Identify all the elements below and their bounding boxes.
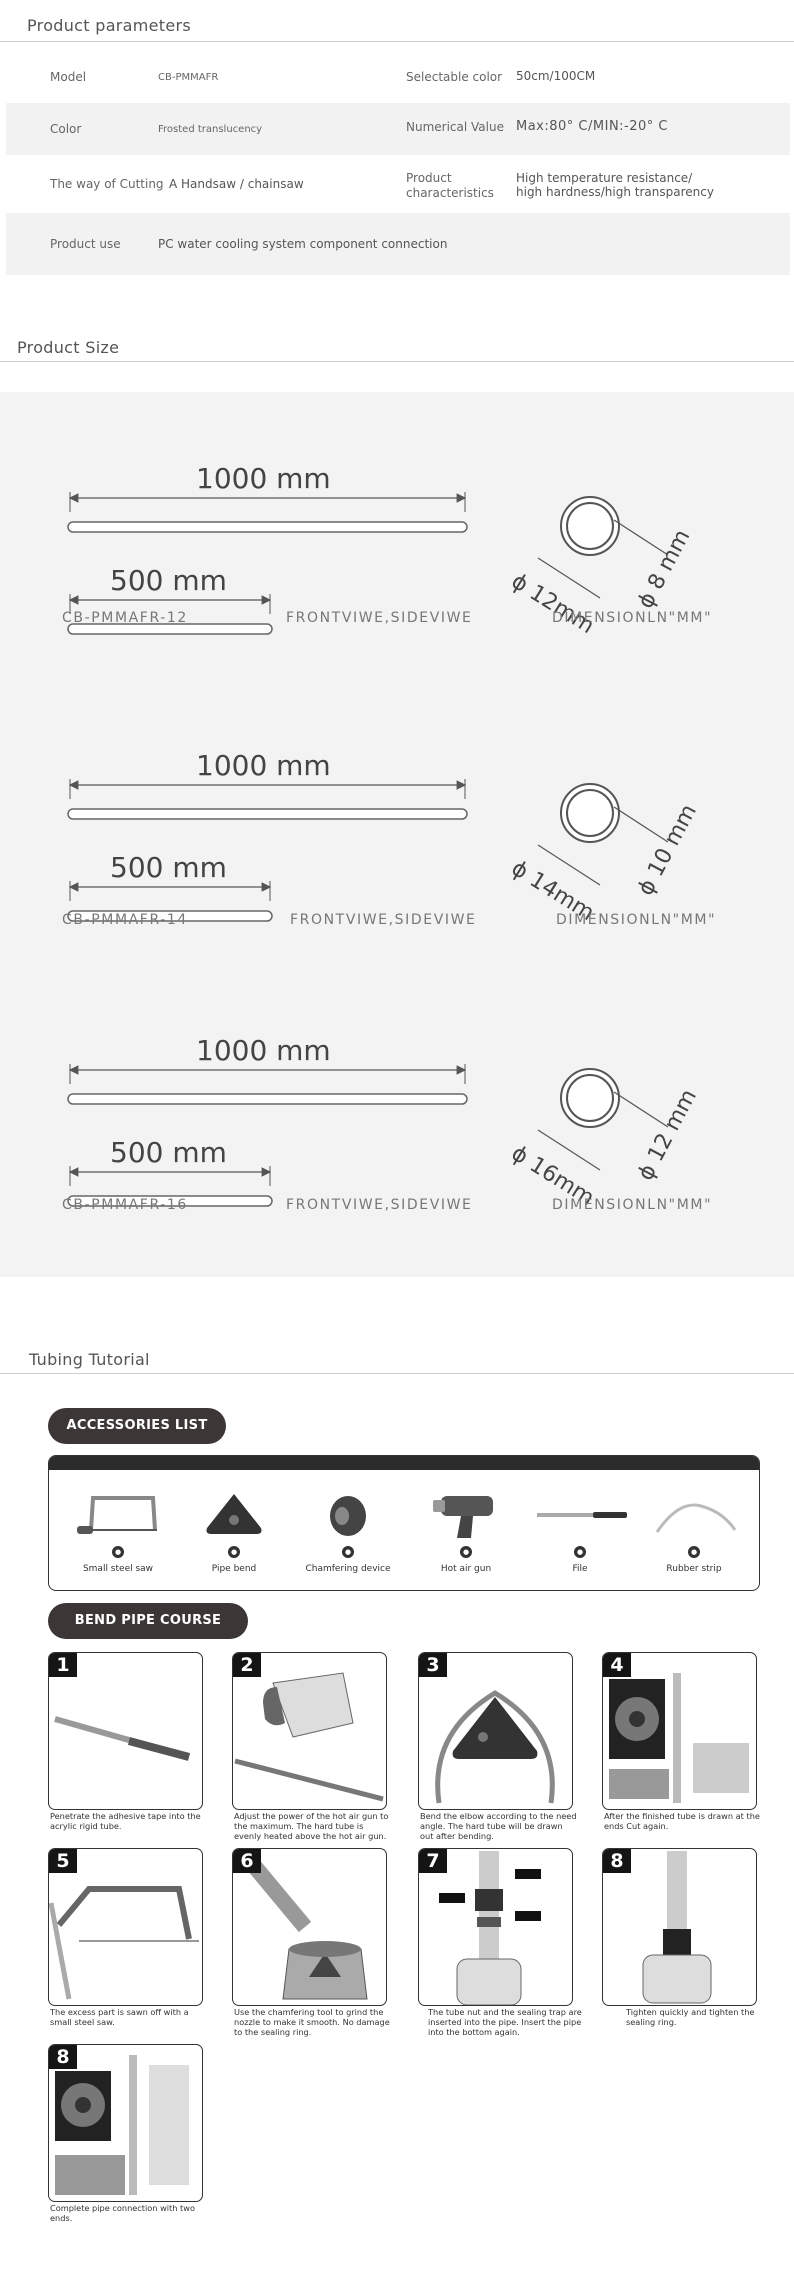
outer-diameter-label: ϕ 16mm — [506, 1140, 599, 1212]
pipe-bend-icon — [179, 1486, 289, 1542]
step-caption: Tighten quickly and tighten the sealing ring. — [626, 2007, 755, 2027]
param-row-cutting — [6, 156, 790, 212]
param-row-color — [6, 103, 790, 155]
param-value: 50cm/100CM — [516, 69, 596, 83]
file-icon — [525, 1486, 635, 1542]
model-label: CB-PMMAFR-12 — [62, 610, 188, 626]
step-caption: The excess part is sawn off with a small steel saw. — [50, 2007, 189, 2027]
param-value: PC water cooling system component connection — [158, 237, 448, 251]
outer-diameter-label: ϕ 12mm — [506, 568, 599, 640]
accessory-label: Hot air gun — [440, 1564, 492, 1574]
size-title: Product Size — [17, 338, 120, 357]
param-label: Color — [50, 122, 82, 136]
short-length-label: 500 mm — [110, 1136, 227, 1169]
accessory-item — [63, 1486, 173, 1586]
accessory-marker: ● — [112, 1546, 124, 1558]
step-caption: Complete pipe connection with two ends. — [50, 2203, 195, 2223]
accessory-marker: ● — [460, 1546, 472, 1558]
accessory-item — [525, 1486, 635, 1586]
heat-gun-icon — [411, 1486, 521, 1542]
model-label: CB-PMMAFR-14 — [62, 912, 188, 928]
accessories-title: ACCESSORIES LIST — [48, 1408, 226, 1444]
rubber-strip-icon — [639, 1486, 749, 1542]
long-tube — [68, 809, 467, 819]
accessories-bar — [49, 1456, 759, 1470]
long-tube — [68, 522, 467, 532]
saw-icon — [63, 1486, 173, 1542]
accessory-label: Pipe bend — [211, 1564, 257, 1574]
param-value: High temperature resistance/ — [516, 171, 693, 185]
step-card — [232, 1848, 387, 2006]
step-caption: Penetrate the adhesive tape into the acrylic rigid tube. — [50, 1811, 201, 1831]
param-value: Max:80° C/MIN:-20° C — [516, 119, 668, 134]
inner-diameter-label: ϕ 8 mm — [633, 525, 696, 613]
view-label: FRONTVIWE,SIDEVIWE — [286, 1197, 473, 1213]
param-label: The way of Cutting — [50, 177, 164, 191]
param-label: characteristics — [406, 186, 494, 200]
step-card — [602, 1848, 757, 2006]
size-panel — [0, 392, 794, 1277]
long-length-label: 1000 mm — [196, 462, 331, 495]
param-row-use — [6, 213, 790, 275]
param-value: high hardness/high transparency — [516, 185, 714, 199]
inner-diameter-label: ϕ 12 mm — [633, 1085, 702, 1185]
step-number: 5 — [49, 1849, 77, 1873]
step-card — [418, 1848, 573, 2006]
short-length-label: 500 mm — [110, 851, 227, 884]
outer-diameter-label: ϕ 14mm — [506, 855, 599, 927]
accessory-marker: ● — [688, 1546, 700, 1558]
long-length-label: 1000 mm — [196, 1034, 331, 1067]
param-value: CB-PMMAFR — [158, 72, 219, 83]
param-label: Numerical Value — [406, 120, 504, 134]
tube-inner-circle — [567, 790, 613, 836]
view-label: FRONTVIWE,SIDEVIWE — [290, 912, 477, 928]
accessory-marker: ● — [228, 1546, 240, 1558]
model-label: CB-PMMAFR-16 — [62, 1197, 188, 1213]
dimension-label: DIMENSIONLN"MM" — [552, 610, 713, 626]
accessory-item — [179, 1486, 289, 1586]
step-card — [232, 1652, 387, 1810]
accessory-label: Small steel saw — [82, 1564, 154, 1574]
step-number: 2 — [233, 1653, 261, 1677]
step-card — [418, 1652, 573, 1810]
step-number: 6 — [233, 1849, 261, 1873]
view-label: FRONTVIWE,SIDEVIWE — [286, 610, 473, 626]
param-label: Model — [50, 70, 87, 84]
param-label: Product use — [50, 237, 121, 251]
param-label: Selectable color — [406, 70, 503, 84]
param-row-model — [6, 56, 790, 102]
accessory-marker: ● — [574, 1546, 586, 1558]
step-card — [602, 1652, 757, 1810]
step-caption: After the finished tube is drawn at the ends Cut again. — [604, 1811, 760, 1831]
long-length-label: 1000 mm — [196, 749, 331, 782]
long-tube — [68, 1094, 467, 1104]
step-number: 1 — [49, 1653, 77, 1677]
step-card — [48, 1652, 203, 1810]
step-number: 8 — [49, 2045, 77, 2069]
size-drawings — [0, 392, 794, 1277]
step-number: 7 — [419, 1849, 447, 1873]
short-length-label: 500 mm — [110, 564, 227, 597]
step-number: 4 — [603, 1653, 631, 1677]
chamfer-icon — [293, 1486, 403, 1542]
accessories-panel — [48, 1455, 760, 1591]
tutorial-rule — [0, 1373, 794, 1374]
accessory-label: Rubber strip — [666, 1564, 722, 1574]
tube-inner-circle — [567, 503, 613, 549]
step-card — [48, 2044, 203, 2202]
step-card — [48, 1848, 203, 2006]
accessory-item — [293, 1486, 403, 1586]
tutorial-title: Tubing Tutorial — [29, 1350, 150, 1369]
step-caption: Bend the elbow according to the need angle. The hard tube will be drawn out after bending. — [420, 1811, 577, 1841]
accessory-marker: ● — [342, 1546, 354, 1558]
step-caption: The tube nut and the sealing trap are inserted into the pipe. Insert the pipe into the bottom again. — [428, 2007, 582, 2037]
params-title: Product parameters — [27, 16, 192, 35]
inner-diameter-label: ϕ 10 mm — [633, 800, 702, 900]
step-number: 8 — [603, 1849, 631, 1873]
tube-inner-circle — [567, 1075, 613, 1121]
param-label: Product — [406, 171, 452, 185]
step-caption: Use the chamfering tool to grind the nozzle to make it smooth. No damage to the sealing ring. — [234, 2007, 390, 2037]
accessory-label: File — [572, 1564, 588, 1574]
accessory-item — [411, 1486, 521, 1586]
step-number: 3 — [419, 1653, 447, 1677]
dimension-label: DIMENSIONLN"MM" — [552, 1197, 713, 1213]
accessory-label: Chamfering device — [305, 1564, 391, 1574]
dimension-label: DIMENSIONLN"MM" — [556, 912, 717, 928]
bend-course-title: BEND PIPE COURSE — [48, 1603, 248, 1639]
params-rule — [0, 41, 794, 42]
param-value: Frosted translucency — [158, 124, 263, 135]
step-caption: Adjust the power of the hot air gun to the maximum. The hard tube is evenly heated above the hot air gun. — [234, 1811, 389, 1841]
accessory-item — [639, 1486, 749, 1586]
param-value: A Handsaw / chainsaw — [169, 177, 304, 191]
size-rule — [0, 361, 794, 362]
